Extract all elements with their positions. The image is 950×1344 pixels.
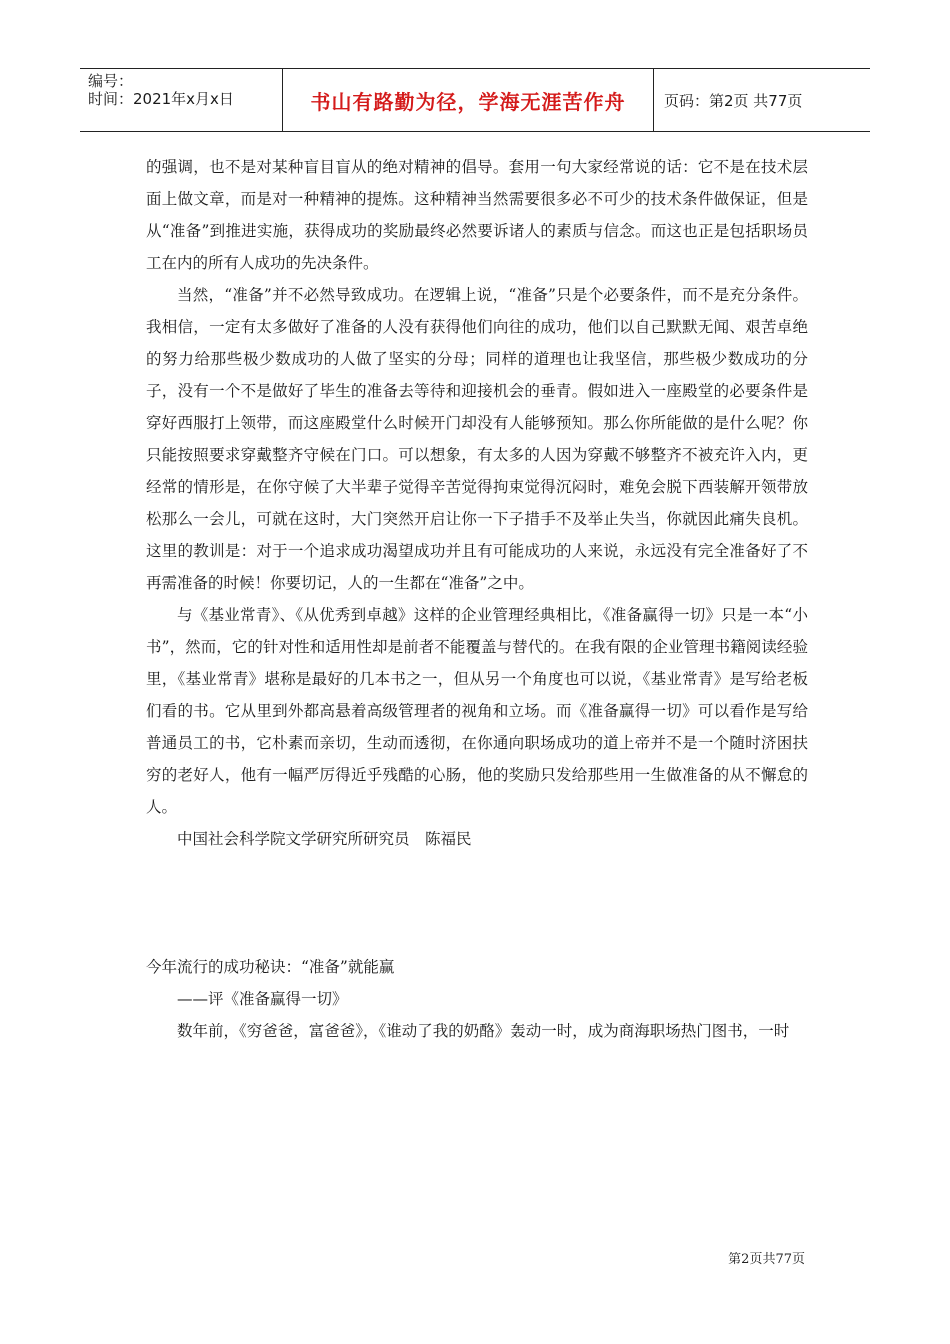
- document-number-label: 编号：: [88, 72, 134, 90]
- header-motto: 书山有路勤为径，学海无涯苦作舟: [282, 69, 654, 131]
- header-meta: [80, 69, 282, 131]
- section-gap: [146, 855, 808, 951]
- article-title: 今年流行的成功秘诀：“准备”就能赢: [146, 958, 395, 976]
- paragraph-2: 当然，“准备”并不必然导致成功。在逻辑上说，“准备”只是个必要条件，而不是充分条件。我相信，一定有太多做好了准备的人没有获得他们向往的成功，他们以自己默默无闻、艰苦卓绝的努力给那些极少数成功的人做了坚实的分母；同样的道理也让我坚信，那些极少数成功的分子，没有一个不是做好了毕生的准备去等待和迎接机会的垂青。假如进入一座殿堂的必要条件是穿好西服打上领带，而这座殿堂什么时候开门却没有人能够预知。那么你所能做的是什么呢？你只能按照要求穿戴整齐守候在门口。可以想象，有太多的人因为穿戴不够整齐不被充许入内，更经常的情形是，在你守候了大半辈子觉得辛苦觉得拘束觉得沉闷时，难免会脱下西装解开领带放松那么一会儿，可就在这时，大门突然开启让你一下子措手不及举止失当，你就因此痛失良机。这里的教训是：对于一个追求成功渴望成功并且有可能成功的人来说，永远没有完全准备好了不再需准备的时候！你要切记，人的一生都在“准备”之中。: [146, 286, 808, 592]
- page-header: [80, 68, 870, 132]
- document-time: 时间：2021年x月x日: [88, 90, 234, 108]
- article-subtitle: ——评《准备赢得一切》: [177, 990, 348, 1008]
- paragraph-4: 数年前，《穷爸爸，富爸爸》，《谁动了我的奶酪》轰动一时，成为商海职场热门图书，一时: [177, 1022, 790, 1040]
- header-page-info: 页码：第2页 共77页: [664, 91, 803, 110]
- paragraph-1: 的强调，也不是对某种盲目盲从的绝对精神的倡导。套用一句大家经常说的话：它不是在技术层面上做文章，而是对一种精神的提炼。这种精神当然需要很多必不可少的技术条件做保证，但是从“准备”到推进实施，获得成功的奖励最终必然要诉诸人的素质与信念。而这也正是包括职场员工在内的所有人成功的先决条件。: [146, 158, 808, 272]
- author-signature: 中国社会科学院文学研究所研究员 陈福民: [177, 830, 472, 848]
- page-footer: 第2页共77页: [728, 1252, 805, 1267]
- paragraph-3: 与《基业常青》、《从优秀到卓越》这样的企业管理经典相比，《准备赢得一切》只是一本“小书”，然而，它的针对性和适用性却是前者不能覆盖与替代的。在我有限的企业管理书籍阅读经验里，《基业常青》堪称是最好的几本书之一，但从另一个角度也可以说，《基业常青》是写给老板们看的书。它从里到外都高悬着高级管理者的视角和立场。而《准备赢得一切》可以看作是写给普通员工的书，它朴素而亲切，生动而透彻，在你通向职场成功的道上帝并不是一个随时济困扶穷的老好人，他有一幅严厉得近乎残酷的心肠，他的奖励只发给那些用一生做准备的从不懈怠的人。: [146, 606, 808, 816]
- document-body: [146, 151, 808, 1047]
